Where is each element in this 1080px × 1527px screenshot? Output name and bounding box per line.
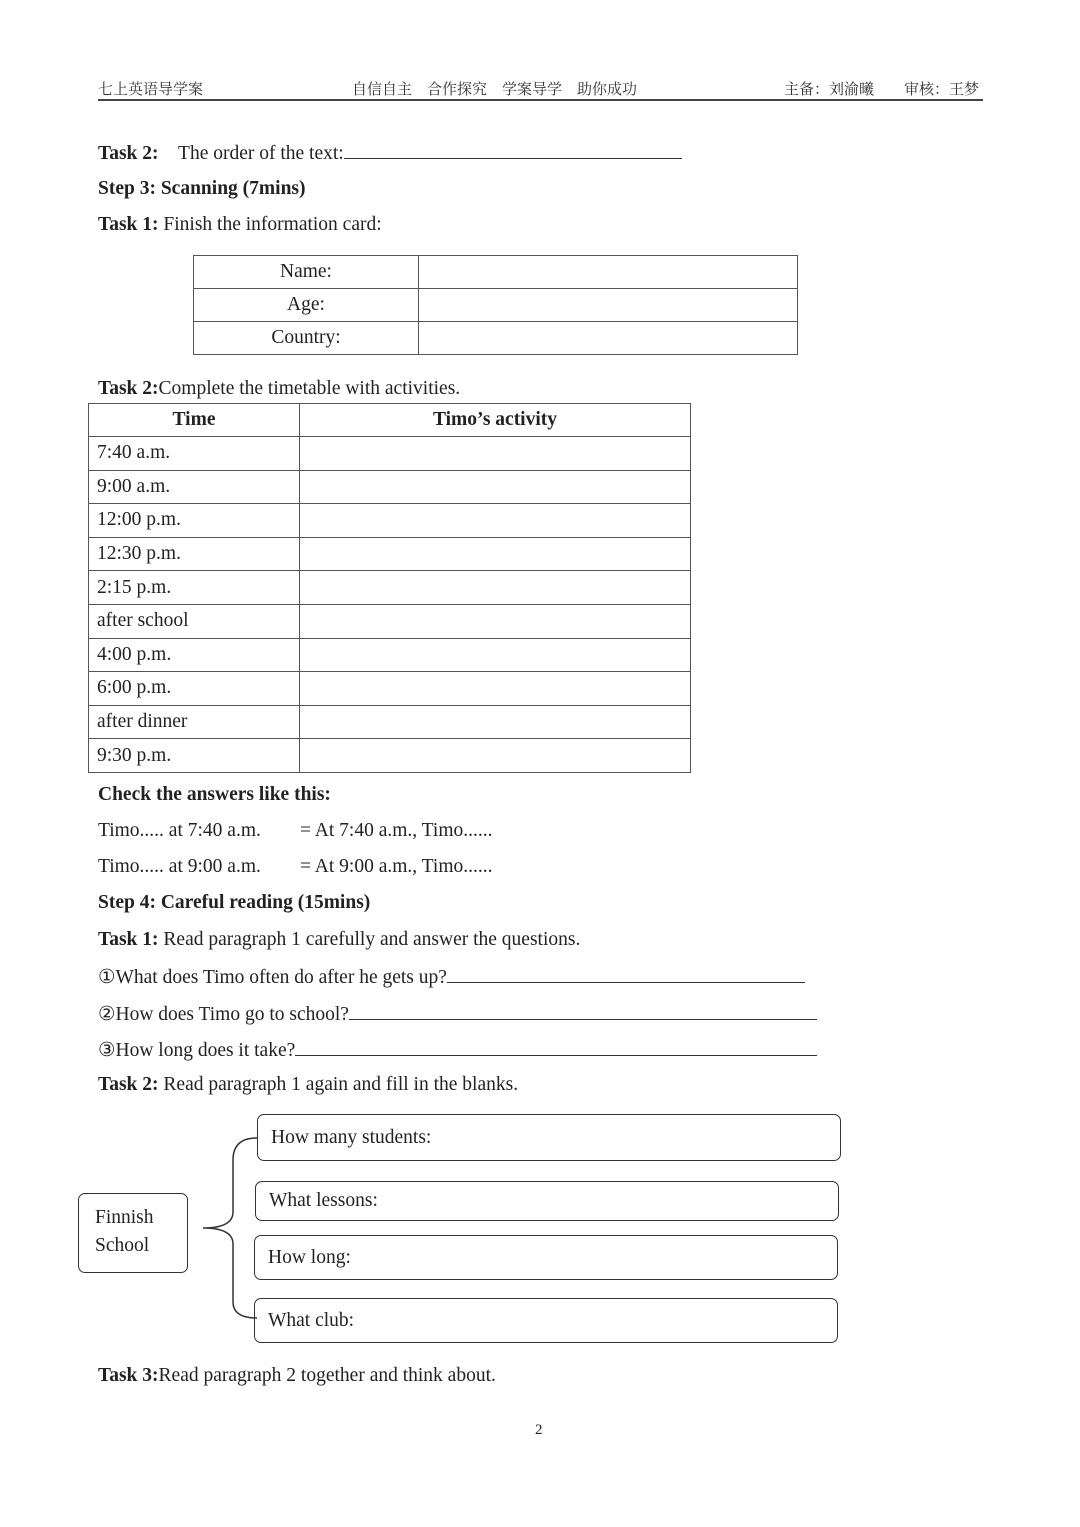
timetable-row bbox=[89, 537, 691, 571]
label: Task 2: bbox=[98, 143, 159, 164]
label: Task 1: bbox=[98, 929, 159, 950]
timetable-row bbox=[89, 504, 691, 538]
task2-fill bbox=[98, 1073, 518, 1097]
info-label: Name: bbox=[194, 256, 419, 289]
task2-timetable bbox=[98, 377, 460, 401]
info-answer-cell[interactable] bbox=[419, 289, 798, 322]
info-label: Country: bbox=[194, 322, 419, 355]
activity-cell[interactable] bbox=[300, 537, 691, 571]
activity-cell[interactable] bbox=[300, 672, 691, 706]
step3-heading: Step 3: Scanning (7mins) bbox=[98, 178, 306, 199]
text: Read paragraph 2 together and think about. bbox=[158, 1365, 496, 1386]
label: Task 1: bbox=[98, 214, 159, 235]
activity-cell[interactable] bbox=[300, 504, 691, 538]
time-cell: 12:00 p.m. bbox=[89, 504, 300, 538]
box-how-long[interactable]: How long: bbox=[254, 1235, 838, 1280]
activity-cell[interactable] bbox=[300, 739, 691, 773]
timetable-row bbox=[89, 638, 691, 672]
check-line-2-answer: = At 9:00 a.m., Timo...... bbox=[300, 856, 493, 877]
question-1 bbox=[98, 964, 805, 990]
timetable-row bbox=[89, 604, 691, 638]
timetable-row bbox=[89, 571, 691, 605]
activity-cell[interactable] bbox=[300, 437, 691, 471]
time-cell: 6:00 p.m. bbox=[89, 672, 300, 706]
col-time: Time bbox=[89, 404, 300, 437]
task1-read bbox=[98, 928, 580, 952]
col-activity: Timo’s activity bbox=[300, 404, 691, 437]
finnish-school-box bbox=[78, 1193, 188, 1273]
header-divider bbox=[98, 99, 983, 101]
label: Task 2: bbox=[98, 378, 159, 399]
text: Complete the timetable with activities. bbox=[158, 378, 461, 399]
time-cell: after school bbox=[89, 604, 300, 638]
information-card bbox=[193, 255, 798, 355]
center-line-2: School bbox=[95, 1235, 150, 1256]
question-text: ②How does Timo go to school? bbox=[98, 1004, 349, 1025]
question-2 bbox=[98, 1001, 817, 1027]
time-cell: 9:00 a.m. bbox=[89, 470, 300, 504]
task1-card bbox=[98, 213, 382, 237]
time-cell: 7:40 a.m. bbox=[89, 437, 300, 471]
info-answer-cell[interactable] bbox=[419, 322, 798, 355]
label: Task 2: bbox=[98, 1074, 159, 1095]
header-right: 主备：刘渝曦 审核：王梦 bbox=[784, 80, 980, 98]
text: The order of the text: bbox=[178, 143, 344, 164]
timetable-row bbox=[89, 672, 691, 706]
header-center: 自信自主 合作探究 学案导学 助你成功 bbox=[352, 80, 638, 98]
timetable bbox=[88, 403, 691, 773]
activity-cell[interactable] bbox=[300, 705, 691, 739]
info-answer-cell[interactable] bbox=[419, 256, 798, 289]
check-line-1-answer: = At 7:40 a.m., Timo...... bbox=[300, 820, 493, 841]
check-line-2: Timo..... at 9:00 a.m. bbox=[98, 856, 261, 877]
center-line-1: Finnish bbox=[95, 1207, 154, 1228]
time-cell: 12:30 p.m. bbox=[89, 537, 300, 571]
timetable-row bbox=[89, 437, 691, 471]
info-label: Age: bbox=[194, 289, 419, 322]
time-cell: 9:30 p.m. bbox=[89, 739, 300, 773]
activity-cell[interactable] bbox=[300, 604, 691, 638]
answer-blank[interactable] bbox=[295, 1037, 817, 1056]
answer-blank[interactable] bbox=[344, 140, 682, 159]
time-cell: 2:15 p.m. bbox=[89, 571, 300, 605]
box-how-many-students[interactable]: How many students: bbox=[257, 1114, 841, 1161]
box-what-club[interactable]: What club: bbox=[254, 1298, 838, 1343]
text: Finish the information card: bbox=[163, 214, 382, 235]
header-left: 七上英语导学案 bbox=[98, 80, 204, 98]
label: Task 3: bbox=[98, 1365, 159, 1386]
time-cell: after dinner bbox=[89, 705, 300, 739]
box-what-lessons[interactable]: What lessons: bbox=[255, 1181, 839, 1221]
question-text: ①What does Timo often do after he gets up? bbox=[98, 967, 447, 988]
check-line-1: Timo..... at 7:40 a.m. bbox=[98, 820, 261, 841]
step4-heading: Step 4: Careful reading (15mins) bbox=[98, 892, 371, 913]
timetable-row bbox=[89, 705, 691, 739]
page-number: 2 bbox=[535, 1422, 543, 1438]
activity-cell[interactable] bbox=[300, 638, 691, 672]
text: Read paragraph 1 again and fill in the blanks. bbox=[163, 1074, 519, 1095]
question-3 bbox=[98, 1037, 817, 1063]
check-title: Check the answers like this: bbox=[98, 784, 331, 805]
answer-blank[interactable] bbox=[447, 964, 805, 983]
activity-cell[interactable] bbox=[300, 571, 691, 605]
question-text: ③How long does it take? bbox=[98, 1040, 296, 1061]
timetable-row bbox=[89, 739, 691, 773]
timetable-row bbox=[89, 470, 691, 504]
activity-cell[interactable] bbox=[300, 470, 691, 504]
time-cell: 4:00 p.m. bbox=[89, 638, 300, 672]
task2-order bbox=[98, 140, 682, 166]
answer-blank[interactable] bbox=[349, 1001, 817, 1020]
text: Read paragraph 1 carefully and answer the questions. bbox=[163, 929, 581, 950]
task3 bbox=[98, 1364, 496, 1388]
brace-connector bbox=[200, 1130, 260, 1350]
